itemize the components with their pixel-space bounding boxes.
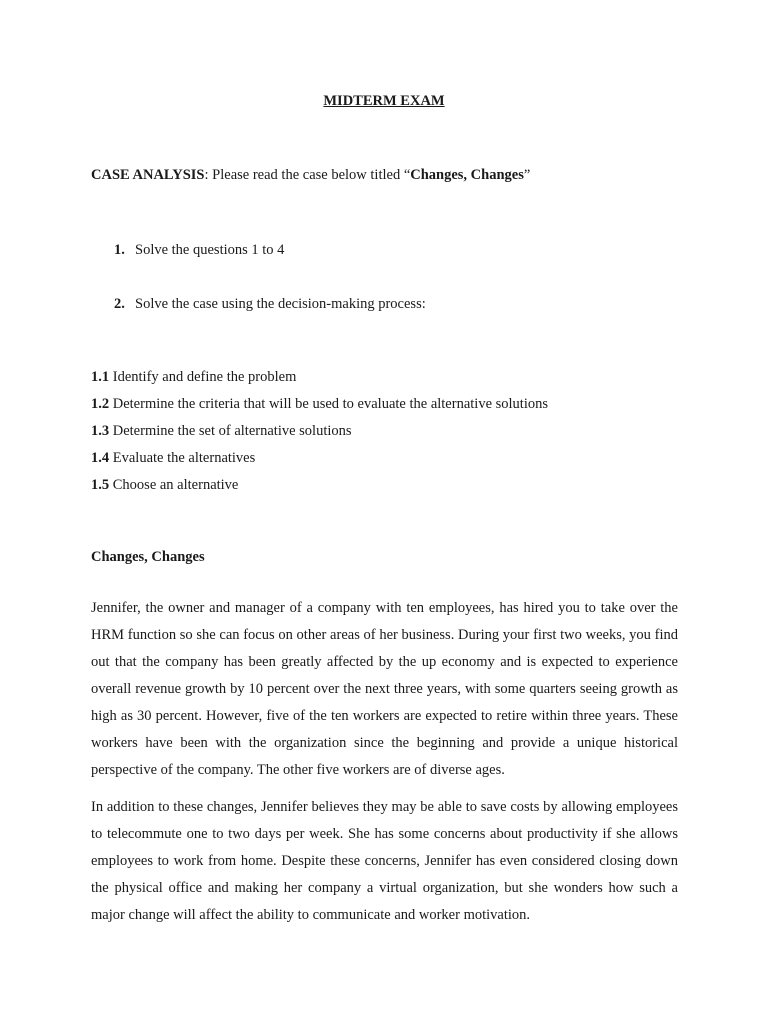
case-paragraph: Jennifer, the owner and manager of a company with ten employees, has hired you to take over the HRM function so she can focus on other areas of her business. During your first two weeks, you find out that the company has been greatly affected by the up economy and is expected to experience overall revenue growth by 10 percent over the next three years, with some quarters seeing growth as high as 30 percent. However, five of the ten workers are expected to retire within three years. These workers have been with the organization since the beginning and provide a unique historical perspective of the company. The other five workers are of diverse ages. <box>91 599 678 778</box>
step-item <box>91 369 296 386</box>
instruction-text: Solve the case using the decision-making process: <box>135 296 426 312</box>
case-title-inline: Changes, Changes <box>410 167 524 183</box>
step-text: Identify and define the problem <box>112 369 297 385</box>
step-item <box>91 423 352 440</box>
step-text: Evaluate the alternatives <box>112 450 256 466</box>
step-item <box>91 450 255 467</box>
step-number: 1.4 <box>91 450 110 466</box>
step-item <box>91 396 548 413</box>
instruction-item <box>114 242 284 259</box>
case-analysis-line <box>91 167 530 184</box>
step-text: Determine the criteria that will be used to evaluate the alternative solutions <box>112 396 548 412</box>
step-number: 1.1 <box>91 369 110 385</box>
step-number: 1.2 <box>91 396 110 412</box>
step-item <box>91 477 238 494</box>
step-number: 1.5 <box>91 477 110 493</box>
instruction-number: 1. <box>114 242 125 258</box>
case-analysis-label: CASE ANALYSIS <box>91 167 205 183</box>
instruction-number: 2. <box>114 296 125 312</box>
instruction-item <box>114 296 426 313</box>
case-heading: Changes, Changes <box>91 549 205 565</box>
case-analysis-text: : Please read the case below titled “ <box>204 167 411 183</box>
instruction-text: Solve the questions 1 to 4 <box>135 242 285 258</box>
step-number: 1.3 <box>91 423 110 439</box>
page-title <box>0 93 768 110</box>
step-text: Determine the set of alternative solutions <box>112 423 352 439</box>
case-analysis-close-quote: ” <box>523 167 531 183</box>
step-text: Choose an alternative <box>112 477 239 493</box>
case-paragraph: In addition to these changes, Jennifer believes they may be able to save costs by allowing employees to telecommute one to two days per week. She has some concerns about productivity if she allows employees to work from home. Despite these concerns, Jennifer has even considered closing down the physical office and making her company a virtual organization, but she wonders how such a major change will affect the ability to communicate and worker motivation. <box>91 798 678 923</box>
title-text: MIDTERM EXAM <box>323 93 445 109</box>
